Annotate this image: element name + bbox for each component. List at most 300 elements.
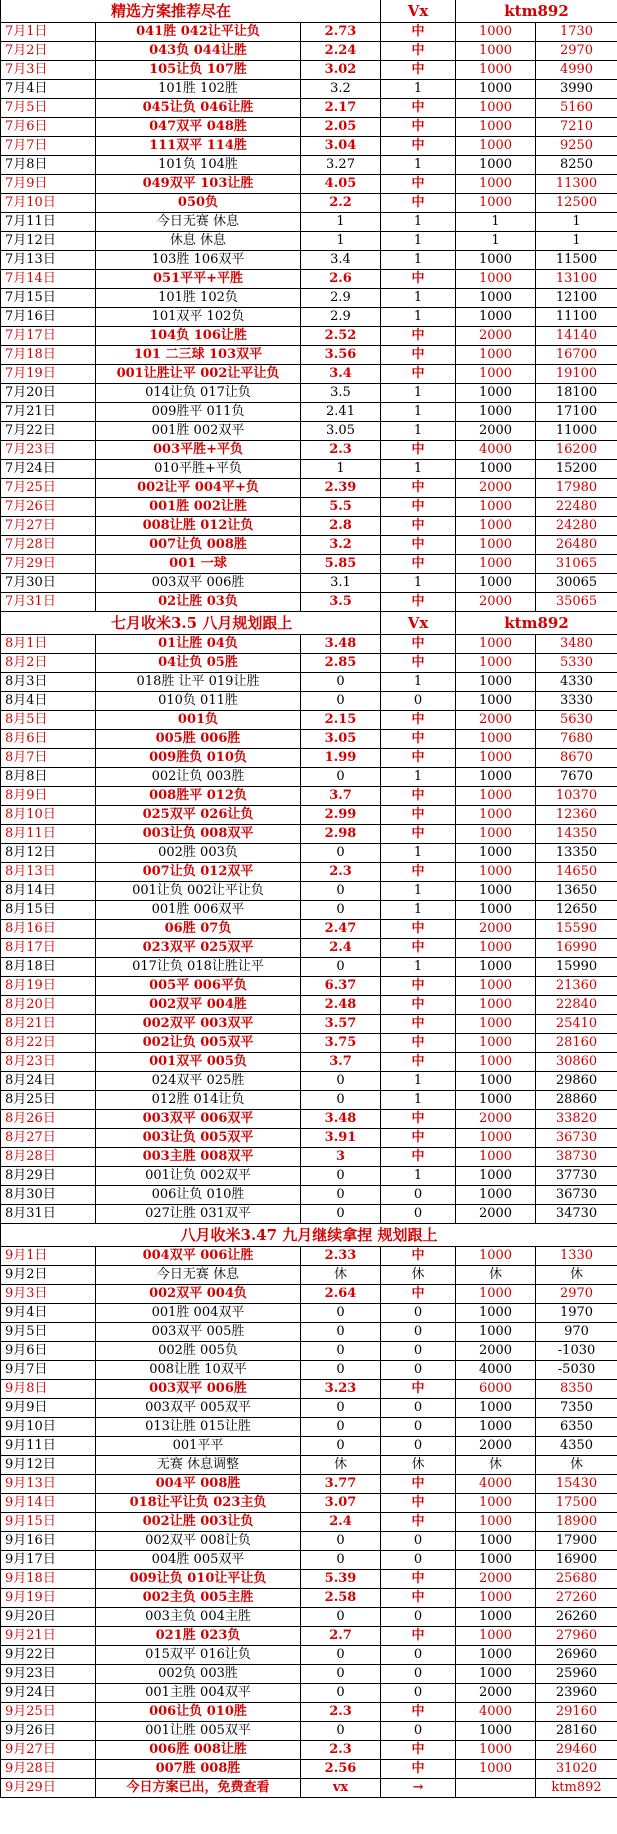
row-odds: 2.4 [301,939,381,958]
row-result: 中 [381,99,456,118]
row-date: 7月28日 [1,536,96,555]
row-odds: 2.73 [301,23,381,42]
row-odds: 0 [301,1167,381,1186]
row-matches: 009胜负 010负 [96,749,301,768]
row-stake: 2000 [456,1205,536,1224]
row-total: 36730 [536,1186,617,1205]
row-matches: 014让负 017让负 [96,384,301,403]
row-stake: 1000 [456,1399,536,1418]
table-row [1,1703,617,1722]
row-result: 中 [381,1589,456,1608]
row-matches: 001平平 [96,1437,301,1456]
row-result: 中 [381,137,456,156]
row-odds: 3.05 [301,730,381,749]
row-matches: 012胜 014让负 [96,1091,301,1110]
table-row [1,479,617,498]
row-matches: 024双平 025胜 [96,1072,301,1091]
row-matches: 021胜 023负 [96,1627,301,1646]
row-stake: 1000 [456,1608,536,1627]
row-stake: 1000 [456,654,536,673]
row-total: 13650 [536,882,617,901]
table-row [1,441,617,460]
row-date: 8月9日 [1,787,96,806]
table-row [1,977,617,996]
row-total: 3330 [536,692,617,711]
section-contact-id: ktm892 [456,612,617,635]
row-date: 7月14日 [1,270,96,289]
row-result: 0 [381,1532,456,1551]
row-matches: 008让胜 10双平 [96,1361,301,1380]
row-date: 9月9日 [1,1399,96,1418]
row-matches: 104负 106让胜 [96,327,301,346]
row-date: 7月7日 [1,137,96,156]
row-total: 休 [536,1456,617,1475]
row-date: 9月8日 [1,1380,96,1399]
row-date: 7月24日 [1,460,96,479]
row-result: 休 [381,1456,456,1475]
row-odds: 2.85 [301,654,381,673]
table-row [1,1285,617,1304]
table-row [1,99,617,118]
row-stake: 1000 [456,749,536,768]
row-date: 8月5日 [1,711,96,730]
table-row [1,1665,617,1684]
row-odds: 2.39 [301,479,381,498]
table-row [1,213,617,232]
row-matches: 018胜 让平 019让胜 [96,673,301,692]
table-row [1,939,617,958]
row-stake: 1 [456,232,536,251]
row-stake: 1000 [456,1053,536,1072]
table-row [1,920,617,939]
row-odds: 2.3 [301,1741,381,1760]
row-result: 中 [381,749,456,768]
row-matches: 007胜 008胜 [96,1760,301,1779]
row-total: 4990 [536,61,617,80]
table-row [1,1205,617,1224]
row-date: 9月26日 [1,1722,96,1741]
row-stake: 2000 [456,1342,536,1361]
row-stake: 1000 [456,882,536,901]
row-odds: 2.7 [301,1627,381,1646]
table-row [1,1627,617,1646]
row-odds: 0 [301,768,381,787]
table-row [1,270,617,289]
record-table-body [1,0,617,1798]
row-odds: 1 [301,232,381,251]
row-matches: 06胜 07负 [96,920,301,939]
row-odds: 3.7 [301,1053,381,1072]
row-date: 7月17日 [1,327,96,346]
row-total: 30065 [536,574,617,593]
row-result: 中 [381,536,456,555]
row-total: 12360 [536,806,617,825]
row-stake: 1000 [456,1494,536,1513]
row-date: 7月22日 [1,422,96,441]
row-result: 0 [381,692,456,711]
row-date: 8月14日 [1,882,96,901]
row-stake: 1000 [456,1513,536,1532]
row-date: 7月23日 [1,441,96,460]
row-stake: 1000 [456,1015,536,1034]
row-odds: 0 [301,844,381,863]
row-odds: 2.4 [301,1513,381,1532]
row-result: 中 [381,1513,456,1532]
table-row [1,289,617,308]
row-total: 17900 [536,1532,617,1551]
row-total: 7210 [536,118,617,137]
table-row [1,1646,617,1665]
table-row [1,996,617,1015]
row-total: 970 [536,1323,617,1342]
row-matches: 017让负 018让胜让平 [96,958,301,977]
row-stake: 1000 [456,806,536,825]
row-stake: 1000 [456,61,536,80]
row-result: 中 [381,730,456,749]
row-result: 1 [381,460,456,479]
row-result: 中 [381,555,456,574]
row-total: 1 [536,232,617,251]
table-row [1,1513,617,1532]
row-result: 中 [381,42,456,61]
table-row [1,692,617,711]
table-row [1,1418,617,1437]
row-result: 中 [381,920,456,939]
row-matches: 008胜平 012负 [96,787,301,806]
row-odds: 3.4 [301,365,381,384]
row-odds: 0 [301,901,381,920]
row-stake: 1000 [456,251,536,270]
table-row [1,1760,617,1779]
row-matches: 101胜 102胜 [96,80,301,99]
row-odds: 6.37 [301,977,381,996]
row-matches: 003主负 004主胜 [96,1608,301,1627]
row-odds: 2.64 [301,1285,381,1304]
row-stake: 4000 [456,1361,536,1380]
row-matches: 今日方案已出，免费查看 [96,1779,301,1798]
table-row [1,118,617,137]
row-matches: 041胜 042让平让负 [96,23,301,42]
row-result: 中 [381,711,456,730]
row-total: 11500 [536,251,617,270]
row-total: 5330 [536,654,617,673]
row-stake: 6000 [456,1380,536,1399]
row-odds: 2.48 [301,996,381,1015]
row-matches: 002胜 003负 [96,844,301,863]
row-stake: 1000 [456,517,536,536]
row-odds: 3.1 [301,574,381,593]
row-result: 中 [381,1053,456,1072]
row-date: 7月31日 [1,593,96,612]
row-stake: 1000 [456,42,536,61]
row-odds: 0 [301,1072,381,1091]
row-odds: 2.9 [301,308,381,327]
row-matches: 027让胜 031双平 [96,1205,301,1224]
row-stake: 2000 [456,1684,536,1703]
row-stake: 2000 [456,593,536,612]
table-row [1,1399,617,1418]
row-date: 9月3日 [1,1285,96,1304]
row-odds: 0 [301,692,381,711]
row-date: 7月4日 [1,80,96,99]
table-row [1,1148,617,1167]
row-total: 13350 [536,844,617,863]
row-result: 中 [381,996,456,1015]
row-date: 8月10日 [1,806,96,825]
row-result: 中 [381,327,456,346]
row-date: 9月29日 [1,1779,96,1798]
row-odds: 2.52 [301,327,381,346]
row-stake: 1000 [456,863,536,882]
row-total: 6350 [536,1418,617,1437]
row-matches: 001胜 002让胜 [96,498,301,517]
row-odds: 2.17 [301,99,381,118]
table-row [1,1551,617,1570]
row-matches: 002让负 003胜 [96,768,301,787]
row-matches: 003双平 005胜 [96,1323,301,1342]
table-row [1,1110,617,1129]
row-matches: 103胜 106双平 [96,251,301,270]
row-odds: 3.27 [301,156,381,175]
row-stake: 1 [456,213,536,232]
row-date: 8月25日 [1,1091,96,1110]
row-result: 1 [381,768,456,787]
section-vx: Vx [381,612,456,635]
row-stake: 1000 [456,1627,536,1646]
row-total: 27960 [536,1627,617,1646]
row-matches: 004平 008胜 [96,1475,301,1494]
row-total: 17980 [536,479,617,498]
row-result: 0 [381,1323,456,1342]
row-result: 0 [381,1722,456,1741]
row-odds: 0 [301,1304,381,1323]
row-stake: 1000 [456,1148,536,1167]
row-odds: 3 [301,1148,381,1167]
row-stake: 2000 [456,1110,536,1129]
row-total: 17100 [536,403,617,422]
section-title: 八月收米3.47 九月继续拿捏 规划跟上 [1,1224,617,1247]
row-total: 26960 [536,1646,617,1665]
row-result: 中 [381,498,456,517]
row-matches: 007让负 012双平 [96,863,301,882]
row-result: 中 [381,517,456,536]
row-odds: 3.02 [301,61,381,80]
row-date: 7月10日 [1,194,96,213]
row-matches: 002让胜 003让负 [96,1513,301,1532]
row-total: 7350 [536,1399,617,1418]
row-matches: 006胜 008让胜 [96,1741,301,1760]
row-stake: 1000 [456,384,536,403]
row-total: 5630 [536,711,617,730]
row-odds: 5.5 [301,498,381,517]
row-date: 7月27日 [1,517,96,536]
row-result: 中 [381,1741,456,1760]
row-date: 8月13日 [1,863,96,882]
row-odds: 3.2 [301,536,381,555]
row-result: 1 [381,1167,456,1186]
row-result: 0 [381,1551,456,1570]
row-stake: 1000 [456,1760,536,1779]
table-row [1,403,617,422]
row-stake: 1000 [456,996,536,1015]
row-date: 7月1日 [1,23,96,42]
row-result: 1 [381,1091,456,1110]
row-total: 25410 [536,1015,617,1034]
row-matches: 001胜 004双平 [96,1304,301,1323]
row-matches: 105让负 107胜 [96,61,301,80]
row-date: 7月13日 [1,251,96,270]
row-date: 8月24日 [1,1072,96,1091]
row-stake: 1000 [456,1741,536,1760]
row-result: 中 [381,1034,456,1053]
row-total: 24280 [536,517,617,536]
row-date: 8月21日 [1,1015,96,1034]
row-date: 8月18日 [1,958,96,977]
section-contact-id: ktm892 [456,0,617,23]
table-row [1,673,617,692]
row-result: 中 [381,346,456,365]
row-matches: 001胜 002双平 [96,422,301,441]
row-matches: 111双平 114胜 [96,137,301,156]
row-odds: 3.75 [301,1034,381,1053]
row-matches: 001双平 005负 [96,1053,301,1072]
row-total: 21360 [536,977,617,996]
row-total: 8670 [536,749,617,768]
row-total: 26480 [536,536,617,555]
row-total: 9250 [536,137,617,156]
row-odds: 5.85 [301,555,381,574]
row-date: 9月23日 [1,1665,96,1684]
section-vx: Vx [381,0,456,23]
row-matches: 101 二三球 103双平 [96,346,301,365]
row-stake: 1000 [456,1665,536,1684]
row-date: 8月2日 [1,654,96,673]
row-odds: 3.77 [301,1475,381,1494]
row-matches: 005胜 006胜 [96,730,301,749]
row-total: 1970 [536,1304,617,1323]
row-stake: 1000 [456,80,536,99]
row-odds: 3.05 [301,422,381,441]
row-total: 11100 [536,308,617,327]
table-row [1,1684,617,1703]
row-stake: 休 [456,1456,536,1475]
row-odds: 3.4 [301,251,381,270]
row-matches: 002双平 003双平 [96,1015,301,1034]
row-matches: 007让负 008胜 [96,536,301,555]
row-stake: 1000 [456,156,536,175]
table-row [1,806,617,825]
row-total: 28160 [536,1722,617,1741]
row-stake: 1000 [456,1129,536,1148]
row-stake: 1000 [456,289,536,308]
table-row [1,308,617,327]
row-odds: 0 [301,1665,381,1684]
row-result: → [381,1779,456,1798]
row-result: 中 [381,365,456,384]
row-result: 0 [381,1608,456,1627]
row-total: 14650 [536,863,617,882]
row-odds: 0 [301,1418,381,1437]
row-result: 中 [381,1247,456,1266]
row-stake: 2000 [456,1437,536,1456]
row-stake: 2000 [456,422,536,441]
row-date: 8月16日 [1,920,96,939]
table-row [1,1380,617,1399]
row-total: 4330 [536,673,617,692]
row-total: 25680 [536,1570,617,1589]
section-header [1,612,617,635]
table-row [1,1779,617,1798]
row-matches: 050负 [96,194,301,213]
row-matches: 003双平 006胜 [96,574,301,593]
row-result: 1 [381,1072,456,1091]
row-stake: 1000 [456,175,536,194]
row-result: 中 [381,654,456,673]
row-date: 8月6日 [1,730,96,749]
row-total: 22840 [536,996,617,1015]
row-stake: 1000 [456,1589,536,1608]
row-matches: 001胜 006双平 [96,901,301,920]
table-row [1,1323,617,1342]
row-stake: 1000 [456,23,536,42]
row-stake: 1000 [456,137,536,156]
table-row [1,787,617,806]
row-stake: 2000 [456,1570,536,1589]
row-odds: 休 [301,1266,381,1285]
row-result: 0 [381,1361,456,1380]
row-matches: 002双平 004负 [96,1285,301,1304]
row-date: 9月27日 [1,1741,96,1760]
row-total: 16700 [536,346,617,365]
row-result: 1 [381,422,456,441]
row-matches: 010平胜+平负 [96,460,301,479]
row-odds: 2.98 [301,825,381,844]
row-total: 14140 [536,327,617,346]
row-result: 1 [381,958,456,977]
row-matches: 018让平让负 023主负 [96,1494,301,1513]
row-date: 7月29日 [1,555,96,574]
row-matches: 025双平 026让负 [96,806,301,825]
row-result: 1 [381,232,456,251]
table-row [1,958,617,977]
row-stake: 1000 [456,673,536,692]
row-total: 33820 [536,1110,617,1129]
row-matches: 047双平 048胜 [96,118,301,137]
row-result: 0 [381,1304,456,1323]
row-result: 中 [381,1475,456,1494]
section-title: 七月收米3.5 八月规划跟上 [1,612,381,635]
row-odds: 0 [301,1361,381,1380]
row-result: 1 [381,213,456,232]
row-total: 31065 [536,555,617,574]
row-total: 17500 [536,1494,617,1513]
row-odds: 2.99 [301,806,381,825]
table-row [1,156,617,175]
row-total: 36730 [536,1129,617,1148]
row-matches: 003双平 005双平 [96,1399,301,1418]
row-date: 7月20日 [1,384,96,403]
row-total: 26260 [536,1608,617,1627]
table-row [1,1342,617,1361]
row-odds: 3.7 [301,787,381,806]
table-row [1,1129,617,1148]
row-odds: 1.99 [301,749,381,768]
row-total: 15990 [536,958,617,977]
row-result: 中 [381,977,456,996]
row-date: 9月21日 [1,1627,96,1646]
row-stake: 1000 [456,1167,536,1186]
row-matches: 003双平 006胜 [96,1380,301,1399]
